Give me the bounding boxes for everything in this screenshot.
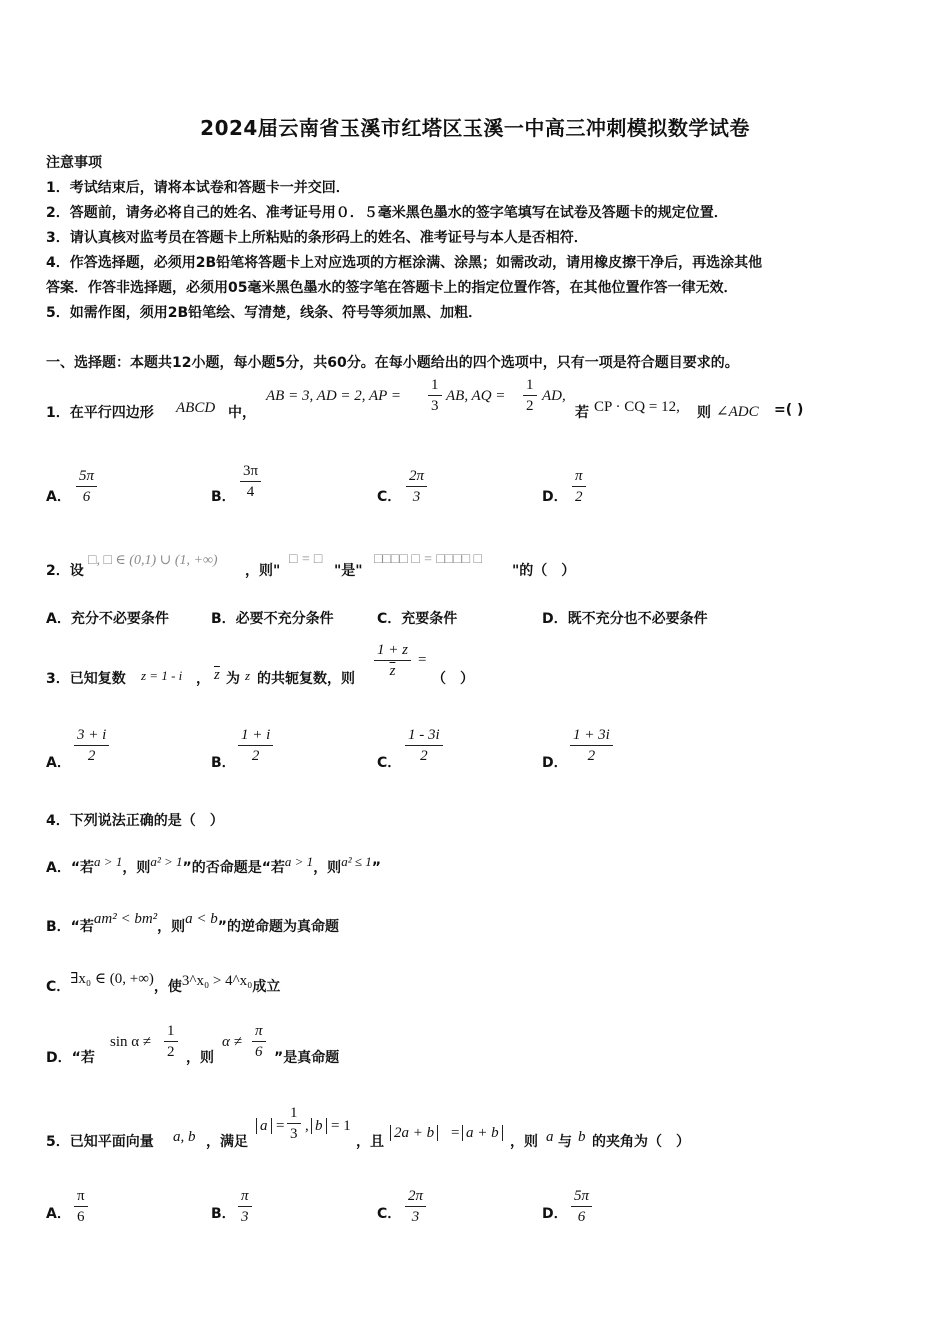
q5-option-a [74, 1187, 88, 1226]
note-item-5: 5．如需作图，须用2B铅笔绘、写清楚，线条、符号等须加黑、加粗． [46, 305, 483, 321]
q2-t3: "的（ ） [512, 563, 576, 579]
q4-a-m1: a > 1 [94, 854, 123, 869]
q5-t2: ，且 [356, 1134, 384, 1150]
q3-zbar: $\overline{z}$ [214, 667, 220, 683]
q1-angle: ∠ADC [716, 404, 759, 420]
q2-option-a-text: 充分不必要条件 [70, 611, 169, 627]
q3-frac-den: z [389, 663, 396, 679]
section-heading: 一、选择题：本题共12小题，每小题5分，共60分。在每小题给出的四个选项中，只有一项是符合题目要求的。 [46, 355, 739, 371]
q1-ap-den: 3 [431, 398, 439, 414]
q3-option-b-num: 1 + i [238, 726, 273, 746]
q5-norm-b [311, 1118, 327, 1135]
q4-c-label: C． [46, 979, 71, 995]
q4-c-t1: ，使 [153, 979, 182, 995]
q5-eq2: = 1 [331, 1118, 351, 1134]
q3-option-d-label: D． [542, 755, 568, 771]
q4-d-f1n: 1 [164, 1022, 178, 1042]
q4-d-m1: sin α ≠ [110, 1034, 152, 1050]
q3-option-b-den: 2 [251, 748, 260, 764]
notes-heading: 注意事项 [46, 155, 102, 171]
q4-b-m1: am² < bm² [93, 911, 158, 927]
q4-a-m2: a² > 1 [150, 854, 183, 869]
note-item-1: 1．考试结束后，请将本试卷和答题卡一并交回． [46, 180, 350, 196]
q3-option-d-den: 2 [587, 748, 596, 764]
q3-t1: ， [196, 671, 210, 687]
q5-a: a [546, 1129, 554, 1145]
q3-option-c-num: 1 - 3i [405, 726, 443, 746]
q5-option-d [571, 1187, 592, 1226]
q1-option-b [240, 462, 261, 501]
q5-option-a-den: 6 [77, 1209, 85, 1225]
q3-option-a-num: 3 + i [74, 726, 109, 746]
q5-f-den: 3 [290, 1126, 298, 1142]
q5-option-c-label: C． [377, 1206, 402, 1222]
q5-option-c [405, 1187, 426, 1226]
q4-d-t2: ，则 [186, 1050, 214, 1066]
q5-fraction [287, 1104, 301, 1143]
q4-b-t1: “若 [70, 919, 94, 935]
q3-prefix: 3．已知复数 [46, 671, 126, 687]
q2-option-d [542, 608, 708, 628]
q3-option-b [238, 726, 273, 765]
q1-prefix: 1．在平行四边形 [46, 405, 154, 421]
q3-t3: 的共轭复数，则 [257, 671, 355, 687]
q4-d-t1: “若 [71, 1050, 95, 1066]
q3-equals: = [418, 652, 427, 668]
q1-ap-fraction [428, 376, 442, 415]
q1-aq-den: 2 [526, 398, 534, 414]
q1-option-c-label: C． [377, 489, 402, 505]
q3-option-c-den: 2 [420, 748, 428, 764]
q3-option-b-label: B． [211, 755, 236, 771]
q1-aq-fraction [523, 376, 537, 415]
q1-option-a-label: A． [46, 489, 71, 505]
q2-option-a [46, 608, 169, 628]
q5-m4: 2a + b [390, 1125, 438, 1141]
q1-cond3: AD, [542, 388, 566, 404]
q5-option-a-label: A． [46, 1206, 71, 1222]
q1-ze: 则 [697, 405, 711, 421]
q3-option-a [74, 726, 109, 765]
note-item-4: 4．作答选择题，必须用2B铅笔将答题卡上对应选项的方框涂满、涂黑；如需改动，请用橡皮擦干净后，再选涂其他 [46, 255, 763, 271]
q3-option-a-den: 2 [87, 748, 96, 764]
q3-fraction [374, 641, 411, 680]
q4-b-t3: ”的逆命题为真命题 [217, 919, 339, 935]
q5-f-num: 1 [287, 1104, 301, 1124]
q5-t4: 与 [558, 1134, 572, 1150]
q5-t5: 的夹角为（ ） [592, 1134, 690, 1150]
q1-mid: 中， [228, 405, 256, 421]
q4-d-m2: α ≠ [222, 1034, 242, 1050]
q4-c-m2: 3^x₀ > 4^x₀ [181, 973, 253, 989]
q3-option-d [570, 726, 613, 765]
q2-option-d-text: 既不充分也不必要条件 [567, 611, 708, 627]
q5-option-b-den: 3 [241, 1209, 249, 1225]
q4-a-t3: ”的否命题是“若 [182, 860, 285, 876]
q5-m1: a [256, 1118, 272, 1134]
page-title: 2024届云南省玉溪市红塔区玉溪一中高三冲刺模拟数学试卷 [200, 116, 750, 140]
q4-stem: 4．下列说法正确的是（ ） [46, 813, 224, 829]
q5-ab: a, b [173, 1129, 196, 1145]
q5-t1: ，满足 [206, 1134, 248, 1150]
q3-z2: z [245, 668, 251, 683]
q2-option-c [377, 608, 457, 628]
q5-t3: ，则 [510, 1134, 538, 1150]
q1-option-b-den: 4 [246, 484, 255, 500]
q3-option-c-label: C． [377, 755, 402, 771]
q1-option-a-num: 5π [76, 467, 97, 487]
q5-eq3: = [451, 1125, 460, 1141]
q5-m3: b [311, 1118, 327, 1134]
q3-t2: 为 [226, 671, 240, 687]
q4-a-m4: a² ≤ 1 [341, 854, 372, 869]
q1-cond: AB = 3, AD = 2, AP = [266, 388, 401, 404]
q2-set: □, □ ∈ (0,1) ∪ (1, +∞) [88, 553, 218, 568]
q4-d-frac1 [164, 1022, 178, 1061]
q5-norm-a [256, 1118, 272, 1135]
q5-option-b-num: π [238, 1187, 252, 1207]
q1-ap-num: 1 [428, 376, 442, 396]
q1-option-c-num: 2π [406, 467, 427, 487]
q2-option-b-label: B． [211, 611, 236, 627]
q4-c-m1: ∃x₀ ∈ (0, +∞) [70, 971, 154, 987]
q3-t5: （ ） [432, 671, 474, 687]
q4-a-label: A． [46, 860, 71, 876]
q5-eq1: = [276, 1118, 285, 1134]
q1-cp-cq: CP · CQ = 12, [594, 399, 680, 415]
q3-option-c [405, 726, 443, 765]
q2-eq2: □□□□ □ = □□□□ □ [374, 552, 483, 567]
q4-d-f2d: 6 [255, 1044, 263, 1060]
q4-d-t3: ”是真命题 [274, 1050, 340, 1066]
q5-option-c-num: 2π [405, 1187, 426, 1207]
q1-option-d [572, 467, 586, 506]
q3-frac-num: 1 + z [374, 641, 411, 661]
q4-a-m3: a > 1 [284, 854, 314, 869]
note-item-2: 2．答题前，请务必将自己的姓名、准考证号用０．５毫米黑色墨水的签字笔填写在试卷及答题卡的规定位置． [46, 205, 728, 221]
q2-t2: "是" [334, 563, 363, 579]
q1-option-d-label: D． [542, 489, 568, 505]
q2-option-d-label: D． [542, 611, 568, 627]
q5-prefix: 5．已知平面向量 [46, 1134, 154, 1150]
note-item-4-cont: 答案．作答非选择题，必须用05毫米黑色墨水的签字笔在答题卡上的指定位置作答，在其他位置作答一律无效． [46, 280, 738, 296]
q1-end: =( ) [774, 402, 804, 418]
q5-norm-2ab [390, 1125, 438, 1142]
q4-c-t2: 成立 [252, 979, 281, 995]
q5-option-c-den: 3 [411, 1209, 420, 1225]
q4-option-c [46, 971, 281, 996]
q4-d-label: D． [46, 1050, 72, 1066]
q1-option-b-label: B． [211, 489, 236, 505]
q1-option-d-num: π [572, 467, 586, 487]
q2-option-b-text: 必要不充分条件 [235, 611, 334, 627]
q4-a-t1: “若 [70, 860, 95, 876]
q5-option-a-num: π [74, 1187, 88, 1207]
q1-abcd: ABCD [176, 400, 216, 416]
q1-cond2: AB, AQ = [446, 388, 506, 404]
q4-d-frac2 [252, 1022, 266, 1061]
q1-option-c-den: 3 [412, 489, 421, 505]
q4-option-b [46, 911, 339, 936]
q5-option-b [238, 1187, 252, 1226]
q4-b-t2: ，则 [157, 919, 186, 935]
q5-b: b [578, 1129, 586, 1145]
q4-option-a [46, 854, 381, 877]
q4-b-label: B． [46, 919, 71, 935]
q5-option-d-num: 5π [571, 1187, 592, 1207]
q1-option-c [406, 467, 427, 506]
q4-d-f2n: π [252, 1022, 266, 1042]
q5-m5: a + b [462, 1125, 503, 1141]
q1-option-a-den: 6 [82, 489, 91, 505]
q3-option-a-label: A． [46, 755, 71, 771]
q2-option-a-label: A． [46, 611, 71, 627]
q2-option-c-label: C． [377, 611, 402, 627]
q5-option-b-label: B． [211, 1206, 236, 1222]
q5-m2: , [305, 1118, 309, 1134]
q1-ruo: 若 [575, 405, 589, 421]
q2-option-c-text: 充要条件 [401, 611, 458, 627]
q2-option-b [211, 608, 334, 628]
note-item-3: 3．请认真核对监考员在答题卡上所粘贴的条形码上的姓名、准考证号与本人是否相符． [46, 230, 588, 246]
q5-norm-ab [462, 1125, 503, 1142]
q4-a-t4: ，则 [313, 860, 342, 876]
q4-d-f1d: 2 [167, 1044, 175, 1060]
q5-option-d-den: 6 [577, 1209, 586, 1225]
q5-option-d-label: D． [542, 1206, 568, 1222]
q1-option-a [76, 467, 97, 506]
q2-eq: □ = □ [289, 552, 323, 567]
q2-t1: ，则" [245, 563, 281, 579]
q3-z: z = 1 - i [141, 668, 183, 683]
q4-b-m2: a < b [185, 911, 218, 927]
q1-option-d-den: 2 [575, 489, 583, 505]
q1-aq-num: 1 [523, 376, 537, 396]
q3-option-d-num: 1 + 3i [570, 726, 613, 746]
q1-option-b-num: 3π [240, 462, 261, 482]
q2-prefix: 2．设 [46, 563, 84, 579]
q4-a-t2: ，则 [122, 860, 151, 876]
q4-a-t5: ” [371, 860, 381, 876]
q4-option-d-label [46, 1047, 95, 1067]
